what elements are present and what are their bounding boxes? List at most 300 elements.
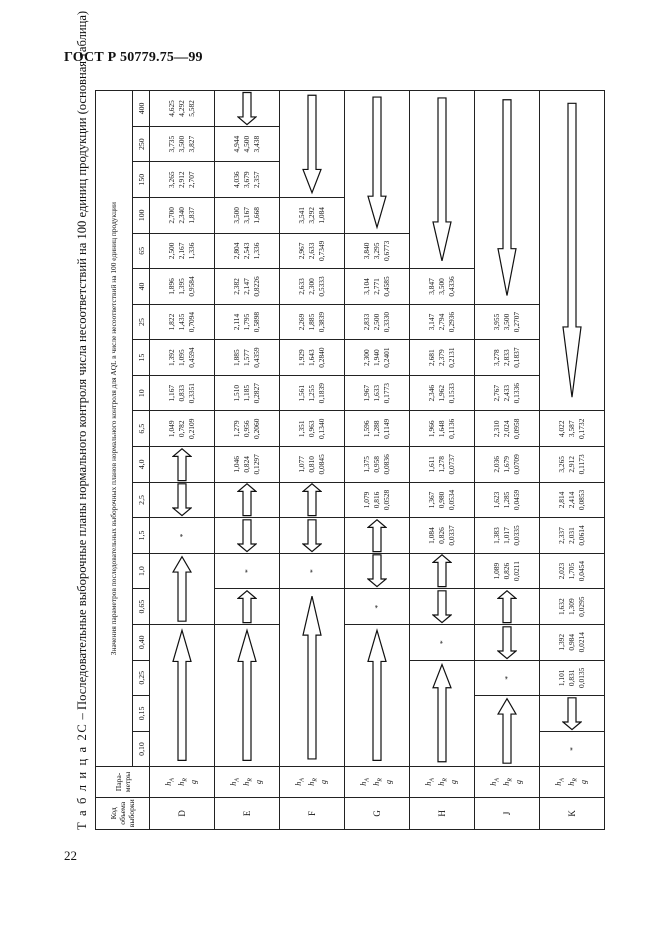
- g-value: 0,1773: [382, 383, 392, 404]
- ha-value: 1,351: [296, 420, 306, 438]
- arrow-right-icon: [497, 589, 517, 624]
- value-cell: [215, 126, 280, 162]
- hr-value: 1,285: [501, 491, 511, 509]
- aql-header: 4,0: [133, 447, 150, 483]
- aql-header: 25: [133, 304, 150, 340]
- hr-value: 0,958: [371, 456, 381, 473]
- hr-value: 1,795: [241, 313, 251, 331]
- value-cell: [540, 482, 605, 518]
- value-cell: [150, 91, 215, 127]
- ha-value: 1,101: [556, 669, 566, 687]
- ha-value: 1,375: [361, 456, 371, 473]
- arrow-cell: [280, 518, 345, 554]
- aql-header: 0,40: [133, 624, 150, 660]
- ha-value: 3,500: [231, 206, 241, 224]
- table-row: [215, 91, 280, 830]
- table-row: [475, 91, 540, 830]
- g-value: 0,3351: [187, 383, 197, 404]
- value-cell: [150, 340, 215, 376]
- value-cell: [475, 482, 540, 518]
- value-cell: [150, 304, 215, 340]
- param-symbol: g: [254, 779, 264, 784]
- param-symbols: [345, 767, 410, 797]
- ha-value: 1,383: [491, 527, 501, 544]
- arrow-cell: [345, 518, 410, 554]
- value-cell: [215, 375, 280, 411]
- g-value: 0,1839: [317, 383, 327, 404]
- g-value: 0,0295: [577, 596, 587, 617]
- value-cell: [410, 482, 475, 518]
- param-symbol: $h_R$: [371, 778, 384, 786]
- arrow-right-icon: [237, 483, 257, 518]
- g-value: 0,0454: [577, 560, 587, 582]
- ha-value: 3,278: [491, 349, 501, 366]
- arrow-right-icon: [367, 625, 387, 766]
- value-cell: [475, 411, 540, 447]
- document-code: ГОСТ Р 50779.75—99: [64, 50, 203, 65]
- g-value: 2,357: [252, 171, 262, 189]
- arrow-cell: [475, 589, 540, 625]
- hr-value: 0,980: [436, 491, 446, 509]
- param-symbol: g: [319, 779, 329, 784]
- ha-value: 2,633: [296, 278, 306, 295]
- table-header-row: [96, 91, 133, 830]
- param-symbol: g: [384, 779, 394, 784]
- hr-value: 2,912: [566, 456, 576, 473]
- arrow-cell: [150, 447, 215, 483]
- not-applicable-mark: *: [475, 660, 540, 696]
- g-value: 0,1340: [317, 418, 327, 439]
- arrow-right-icon: [237, 589, 257, 624]
- g-value: 0,5898: [252, 311, 262, 333]
- hr-value: 2,833: [501, 349, 511, 366]
- arrow-cell: [150, 624, 215, 766]
- arrow-left-icon: [237, 518, 257, 553]
- arrow-cell: [280, 482, 345, 518]
- arrow-cell: [345, 624, 410, 766]
- hr-value: 2,300: [306, 278, 316, 295]
- g-value: 0,3839: [317, 311, 327, 333]
- value-cell: [215, 162, 280, 198]
- g-value: 0,8226: [252, 276, 262, 297]
- ha-value: 3,840: [361, 242, 371, 260]
- value-cell: [410, 304, 475, 340]
- g-value: 0,1173: [577, 454, 587, 475]
- ha-value: 2,681: [426, 349, 436, 366]
- hr-value: 2,771: [371, 278, 381, 295]
- hr-value: 1,633: [371, 384, 381, 402]
- hr-value: 0,956: [241, 420, 251, 438]
- param-symbol: $h_A$: [163, 778, 176, 786]
- aql-header: 0,15: [133, 696, 150, 732]
- not-applicable-mark: *: [215, 553, 280, 589]
- value-cell: [345, 375, 410, 411]
- hr-value: 3,167: [241, 206, 251, 224]
- arrow-right-icon: [302, 483, 322, 518]
- ha-value: 1,392: [556, 633, 566, 651]
- arrow-left-icon: [367, 91, 387, 233]
- hr-value: 0,833: [176, 384, 186, 402]
- value-cell: [215, 447, 280, 483]
- hr-value: 0,824: [241, 456, 251, 473]
- ha-value: 2,804: [231, 242, 241, 260]
- value-cell: [540, 447, 605, 483]
- ha-value: 1,079: [361, 491, 371, 509]
- ha-value: 2,767: [491, 384, 501, 402]
- value-cell: [345, 233, 410, 269]
- hr-value: 2,633: [306, 242, 316, 260]
- code-letter: E: [215, 797, 280, 829]
- value-cell: [540, 589, 605, 625]
- arrow-cell: [280, 91, 345, 198]
- g-value: 0,1533: [447, 383, 457, 404]
- hr-value: 2,543: [241, 242, 251, 260]
- value-cell: [280, 340, 345, 376]
- value-cell: [345, 447, 410, 483]
- arrow-cell: [410, 553, 475, 589]
- value-cell: [410, 447, 475, 483]
- param-symbol: $h_R$: [501, 778, 514, 786]
- not-applicable-mark: *: [540, 731, 605, 767]
- g-value: 0,0214: [577, 632, 587, 653]
- aql-header: 250: [133, 126, 150, 162]
- value-cell: [280, 269, 345, 305]
- ha-value: 2,814: [556, 491, 566, 509]
- arrow-cell: [345, 553, 410, 589]
- param-symbol: $h_A$: [553, 778, 566, 786]
- arrow-cell: [150, 482, 215, 518]
- g-value: 0,4594: [187, 347, 197, 368]
- aql-header: 150: [133, 162, 150, 198]
- hr-value: 1,643: [306, 349, 316, 366]
- value-cell: [410, 375, 475, 411]
- ha-value: 1,596: [361, 420, 371, 438]
- param-symbol: $h_A$: [488, 778, 501, 786]
- value-cell: [475, 304, 540, 340]
- ha-value: 2,833: [361, 313, 371, 331]
- g-value: 0,0614: [577, 525, 587, 546]
- hr-value: 1,648: [436, 420, 446, 438]
- g-value: 0,0459: [512, 489, 522, 511]
- ha-value: 1,046: [231, 456, 241, 473]
- table-row: [540, 91, 605, 830]
- param-symbol: g: [514, 779, 524, 784]
- arrow-cell: [475, 624, 540, 660]
- hr-value: 1,940: [371, 349, 381, 366]
- arrow-cell: [540, 696, 605, 732]
- value-cell: [280, 233, 345, 269]
- hr-value: 1,095: [176, 349, 186, 366]
- arrow-cell: [215, 624, 280, 766]
- code-letter: D: [150, 797, 215, 829]
- hr-value: 0,831: [566, 669, 576, 687]
- hr-value: 2,500: [371, 313, 381, 331]
- param-symbol: $h_A$: [228, 778, 241, 786]
- arrow-right-icon: [172, 447, 192, 482]
- g-value: 0,0211: [512, 561, 522, 582]
- g-value: 0,5333: [317, 276, 327, 297]
- value-cell: [150, 198, 215, 234]
- code-column-header: Код объема выборки: [96, 797, 150, 829]
- sequential-plans-table: [95, 90, 605, 830]
- g-value: 1,837: [187, 206, 197, 224]
- arrow-cell: [475, 696, 540, 767]
- ha-value: 1,367: [426, 491, 436, 509]
- not-applicable-mark: *: [345, 589, 410, 625]
- g-value: 0,1837: [512, 347, 522, 368]
- param-symbol: $h_R$: [176, 778, 189, 786]
- g-value: 0,0853: [577, 489, 587, 511]
- value-cell: [215, 269, 280, 305]
- hr-value: 3,500: [501, 313, 511, 331]
- param-symbol: $h_R$: [566, 778, 579, 786]
- arrow-right-icon: [367, 518, 387, 553]
- ha-value: 1,561: [296, 384, 306, 402]
- hr-value: 1,017: [501, 527, 511, 544]
- not-applicable-mark: *: [150, 518, 215, 554]
- aql-header: 100: [133, 198, 150, 234]
- hr-value: 2,794: [436, 313, 446, 331]
- value-cell: [280, 198, 345, 234]
- arrow-cell: [215, 589, 280, 625]
- ha-value: 3,735: [166, 135, 176, 153]
- value-cell: [150, 411, 215, 447]
- value-cell: [150, 233, 215, 269]
- g-value: 0,0528: [382, 489, 392, 511]
- hr-value: 2,379: [436, 349, 446, 366]
- value-cell: [215, 304, 280, 340]
- arrow-left-icon: [432, 91, 452, 268]
- param-symbol: $h_R$: [436, 778, 449, 786]
- ha-value: 1,896: [166, 278, 176, 295]
- arrow-cell: [410, 91, 475, 269]
- aql-header: 1,0: [133, 553, 150, 589]
- value-cell: [345, 411, 410, 447]
- arrow-cell: [475, 91, 540, 305]
- arrow-cell: [215, 91, 280, 127]
- param-symbols: [215, 767, 280, 797]
- ha-value: 3,265: [556, 456, 566, 473]
- arrow-right-icon: [302, 589, 322, 766]
- hr-value: 1,577: [241, 349, 251, 366]
- g-value: 0,2840: [317, 347, 327, 368]
- hr-value: 1,185: [241, 384, 251, 402]
- hr-value: 1,278: [436, 456, 446, 473]
- hr-value: 2,031: [566, 527, 576, 544]
- arrow-cell: [150, 553, 215, 624]
- hr-value: 4,292: [176, 100, 186, 117]
- ha-value: 2,337: [556, 527, 566, 544]
- param-symbol: g: [189, 779, 199, 784]
- g-value: 0,0534: [447, 489, 457, 511]
- value-cell: [540, 660, 605, 696]
- aql-header: 0,10: [133, 731, 150, 767]
- hr-value: 3,292: [306, 206, 316, 224]
- ha-value: 1,822: [166, 313, 176, 331]
- value-cell: [475, 553, 540, 589]
- g-value: 0,6773: [382, 240, 392, 262]
- aql-header: 15: [133, 340, 150, 376]
- param-symbol: $h_R$: [306, 778, 319, 786]
- arrow-left-icon: [367, 554, 387, 589]
- code-letter: F: [280, 797, 345, 829]
- ha-value: 4,944: [231, 135, 241, 153]
- aql-header: 400: [133, 91, 150, 127]
- code-letter: H: [410, 797, 475, 829]
- aql-header: 65: [133, 233, 150, 269]
- g-value: 0,0845: [317, 454, 327, 475]
- hr-value: 3,587: [566, 420, 576, 438]
- value-cell: [215, 411, 280, 447]
- ha-value: 2,269: [296, 313, 306, 331]
- g-value: 0,4359: [252, 347, 262, 368]
- hr-value: 0,782: [176, 420, 186, 438]
- hr-value: 1,288: [371, 420, 381, 438]
- value-cell: [540, 411, 605, 447]
- ha-value: 3,541: [296, 206, 306, 224]
- g-value: 0,0709: [512, 454, 522, 475]
- g-value: 3,438: [252, 135, 262, 153]
- arrow-left-icon: [302, 91, 322, 197]
- ha-value: 1,632: [556, 598, 566, 615]
- value-cell: [345, 269, 410, 305]
- value-cell: [410, 269, 475, 305]
- g-value: 0,1336: [512, 383, 522, 404]
- value-cell: [150, 269, 215, 305]
- ha-value: 2,500: [166, 242, 176, 260]
- value-cell: [215, 233, 280, 269]
- g-value: 0,2131: [447, 347, 457, 368]
- ha-value: 1,089: [491, 562, 501, 580]
- g-value: 0,7349: [317, 240, 327, 262]
- hr-value: 3,679: [241, 171, 251, 189]
- value-cell: [345, 340, 410, 376]
- value-cell: [150, 162, 215, 198]
- hr-value: 0,826: [501, 562, 511, 580]
- g-value: 0,0836: [382, 454, 392, 475]
- ha-value: 1,929: [296, 349, 306, 366]
- g-value: 0,7094: [187, 311, 197, 333]
- ha-value: 1,885: [231, 349, 241, 366]
- g-value: 1,336: [252, 242, 262, 260]
- value-cell: [280, 375, 345, 411]
- hr-value: 0,816: [371, 491, 381, 509]
- value-cell: [410, 518, 475, 554]
- ha-value: 3,104: [361, 278, 371, 295]
- ha-value: 1,967: [361, 384, 371, 402]
- ha-value: 2,700: [166, 206, 176, 224]
- hr-value: 2,167: [176, 242, 186, 260]
- value-cell: [475, 518, 540, 554]
- arrow-cell: [280, 589, 345, 767]
- table-row: [410, 91, 475, 830]
- table-caption-text: – Последовательные выборочные планы нормального контроля числа несоответствий на 100 единиц продукции (основная таблица): [75, 10, 89, 723]
- arrow-left-icon: [497, 625, 517, 660]
- arrow-right-icon: [172, 625, 192, 766]
- hr-value: 0,963: [306, 420, 316, 438]
- value-cell: [475, 375, 540, 411]
- value-cell: [150, 126, 215, 162]
- ha-value: 4,022: [556, 420, 566, 438]
- g-value: 0,3330: [382, 311, 392, 333]
- ha-value: 1,392: [166, 349, 176, 366]
- hr-value: 0,826: [436, 527, 446, 544]
- aql-header: 0,65: [133, 589, 150, 625]
- aql-header: 10: [133, 375, 150, 411]
- ha-value: 1,084: [426, 527, 436, 544]
- hr-value: 3,500: [436, 278, 446, 295]
- g-value: 0,1732: [577, 418, 587, 439]
- table-row: [280, 91, 345, 830]
- g-value: 0,0135: [577, 667, 587, 688]
- ha-value: 1,167: [166, 384, 176, 402]
- value-cell: [280, 447, 345, 483]
- g-value: 0,4585: [382, 276, 392, 297]
- table-row: [345, 91, 410, 830]
- arrow-cell: [215, 482, 280, 518]
- g-value: 0,2401: [382, 347, 392, 368]
- table-row: [150, 91, 215, 830]
- aql-header: 2,5: [133, 482, 150, 518]
- code-letter: G: [345, 797, 410, 829]
- ha-value: 2,114: [231, 313, 241, 331]
- hr-value: 2,147: [241, 278, 251, 295]
- value-cell: [280, 411, 345, 447]
- param-symbols: [280, 767, 345, 797]
- hr-value: 1,395: [176, 278, 186, 295]
- arrow-left-icon: [497, 91, 517, 304]
- arrow-cell: [540, 91, 605, 411]
- g-value: 0,4336: [447, 276, 457, 297]
- hr-value: 2,340: [176, 206, 186, 224]
- hr-value: 1,435: [176, 313, 186, 331]
- arrow-cell: [215, 518, 280, 554]
- g-value: 0,1149: [382, 418, 392, 439]
- code-letter: K: [540, 797, 605, 829]
- value-cell: [475, 340, 540, 376]
- ha-value: 2,036: [491, 456, 501, 473]
- value-cell: [410, 411, 475, 447]
- value-cell: [345, 304, 410, 340]
- arrow-left-icon: [562, 91, 582, 410]
- hr-value: 2,414: [566, 491, 576, 509]
- arrow-right-icon: [497, 696, 517, 766]
- value-cell: [540, 518, 605, 554]
- g-value: 1,668: [252, 206, 262, 224]
- param-symbol: $h_R$: [241, 778, 254, 786]
- hr-value: 1,255: [306, 384, 316, 402]
- ha-value: 3,847: [426, 278, 436, 295]
- value-cell: [475, 447, 540, 483]
- g-value: 0,2060: [252, 418, 262, 439]
- param-symbols: [540, 767, 605, 797]
- hr-value: 2,024: [501, 420, 511, 438]
- aql-header: 1,5: [133, 518, 150, 554]
- value-cell: [280, 304, 345, 340]
- ha-value: 2,300: [361, 349, 371, 366]
- ha-value: 3,955: [491, 313, 501, 331]
- hr-value: 1,679: [501, 456, 511, 473]
- not-applicable-mark: *: [410, 624, 475, 660]
- hr-value: 3,500: [176, 135, 186, 153]
- params-column-header: Пара- метры: [96, 767, 150, 797]
- arrow-right-icon: [237, 625, 257, 766]
- g-value: 0,2936: [447, 311, 457, 333]
- ha-value: 2,346: [426, 384, 436, 402]
- value-cell: [150, 375, 215, 411]
- hr-value: 0,810: [306, 456, 316, 473]
- ha-value: 2,967: [296, 242, 306, 260]
